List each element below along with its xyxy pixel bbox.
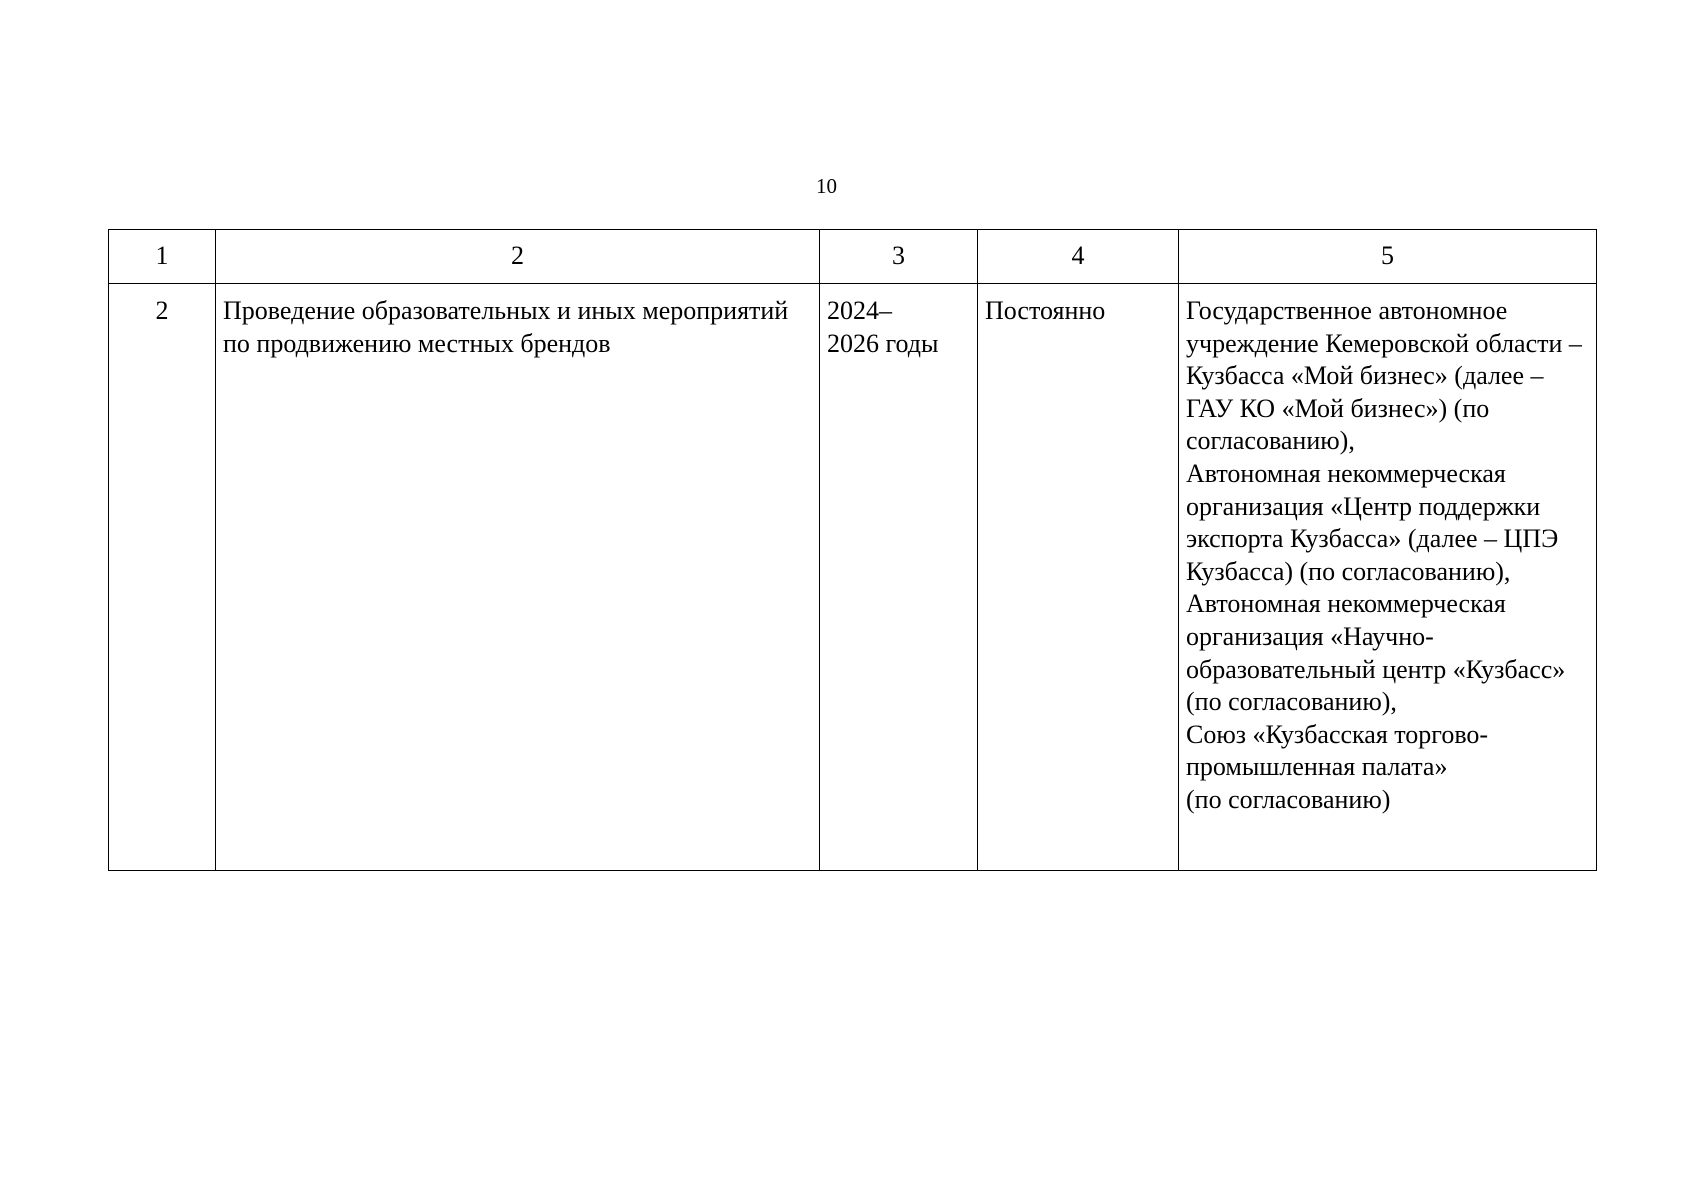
row-number-cell: 2 bbox=[109, 284, 216, 871]
table-header-row bbox=[109, 230, 1597, 284]
period-cell: 2024– 2026 годы bbox=[820, 284, 978, 871]
measures-table bbox=[108, 229, 1597, 871]
deadline-cell: Постоянно bbox=[978, 284, 1179, 871]
header-cell-5: 5 bbox=[1179, 230, 1597, 284]
activity-cell: Проведение образовательных и иных мероприятий по продвижению местных брендов bbox=[216, 284, 820, 871]
header-cell-1: 1 bbox=[109, 230, 216, 284]
page-number: 10 bbox=[816, 174, 837, 198]
table-row bbox=[109, 284, 1597, 871]
header-cell-4: 4 bbox=[978, 230, 1179, 284]
header-cell-3: 3 bbox=[820, 230, 978, 284]
responsible-cell: Государственное автономное учреждение Кемеровской области – Кузбасса «Мой бизнес» (далее – ГАУ КО «Мой бизнес») (по согласованию), Автономная некоммерческая организация «Центр поддержки экспорта Кузбасса» (далее – ЦПЭ Кузбасса) (по согласованию), Автономная некоммерческая организация «Научно-образовательный центр «Кузбасс» (по согласованию), Союз «Кузбасская торгово-промышленная палата» (по согласованию) bbox=[1179, 284, 1597, 871]
header-cell-2: 2 bbox=[216, 230, 820, 284]
